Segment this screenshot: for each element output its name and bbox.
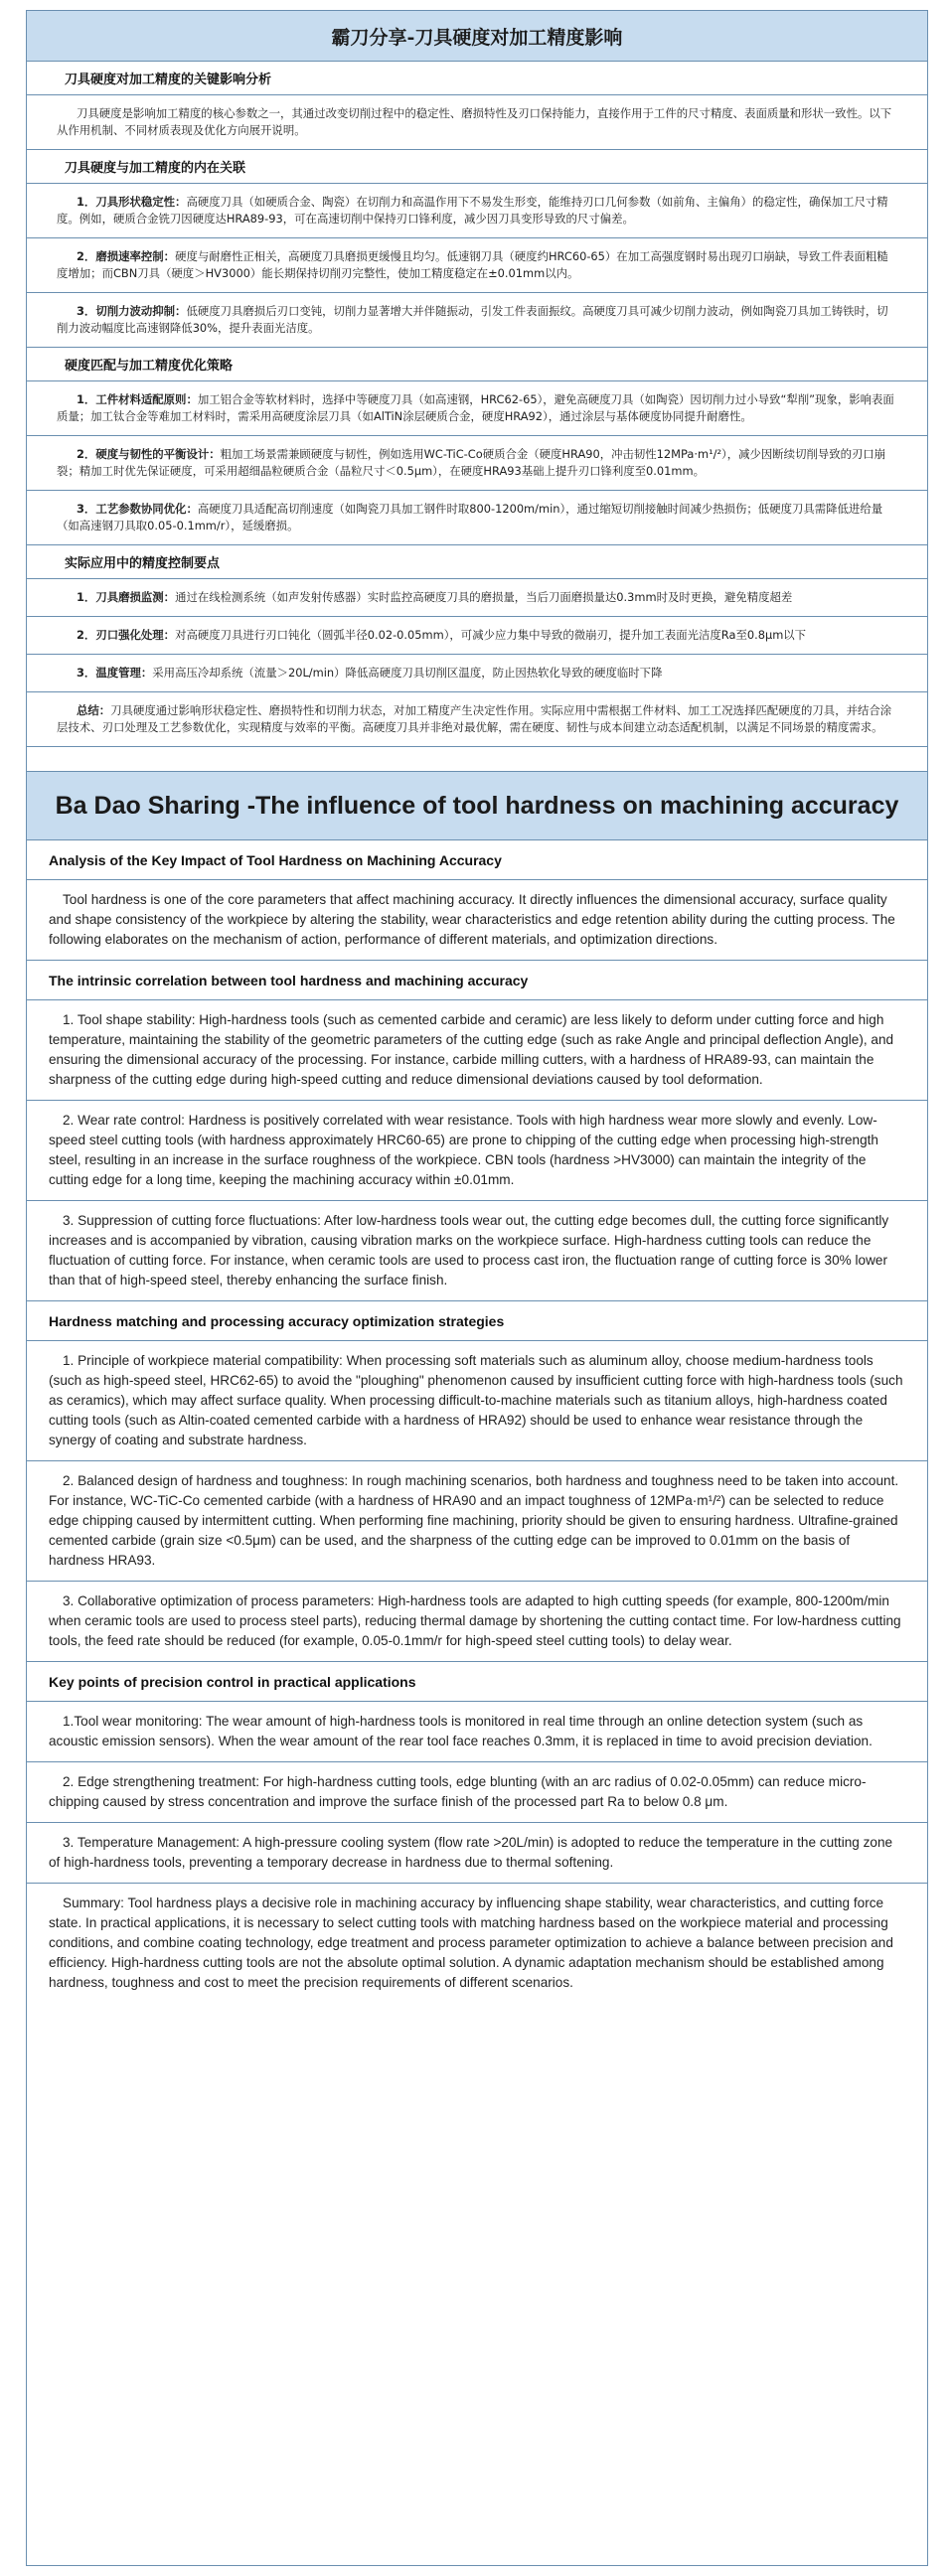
en-paragraph [27,1201,927,1301]
cn-para-lead: 1．刀具形状稳定性： [77,195,187,209]
en-paragraph [27,1823,927,1884]
cn-paragraph [27,491,927,545]
en-para-text: 2. Balanced design of hardness and toughness: In rough machining scenarios, both hardness and toughness need to be taken into account. For instance, WC-TiC-Co cemented carbide (with a hardness of HRA90 and an impact toughness of 12MPa·m¹/²) can be selected to reduce edge chipping caused by intermittent cutting. When performing fine machining, priority should be given to ensuring hardness. Ultrafine-grained cemented carbide (grain size <0.5μm) can be used, and the sharpness of the cutting edge can be improved to 0.01mm on the basis of hardness HRA93. [49,1473,899,1568]
en-para-text: 2. Edge strengthening treatment: For high-hardness cutting tools, edge blunting (with an arc radius of 0.02-0.05mm) can reduce micro-chipping caused by stress concentration and improve the surface finish of the processed part Ra to below 0.8 μm. [49,1774,867,1809]
en-paragraph [27,1341,927,1461]
cn-para-lead: 2．硬度与韧性的平衡设计： [77,447,221,461]
cn-para-text: 刀具硬度通过影响形状稳定性、磨损特性和切削力状态，对加工精度产生决定性作用。实际应用中需根据工件材料、加工工况选择匹配硬度的刀具，并结合涂层技术、刃口处理及工艺参数优化，实现精度与效率的平衡。高硬度刀具并非绝对最优解，需在硬度、韧性与成本间建立动态适配机制，以满足不同场景的精度需求。 [57,703,892,734]
en-paragraph [27,1582,927,1662]
cn-paragraph [27,238,927,293]
cn-paragraph [27,655,927,692]
cn-para-text: 通过在线检测系统（如声发射传感器）实时监控高硬度刀具的磨损量，当后刀面磨损量达0.3mm时及时更换，避免精度超差 [175,590,793,604]
cn-paragraph [27,692,927,747]
cn-section-heading: 刀具硬度与加工精度的内在关联 [27,150,927,184]
en-para-text: 3. Collaborative optimization of process parameters: High-hardness tools are adapted to high cutting speeds (for example, 800-1200m/min when ceramic tools are used to process steel parts), reducing thermal damage by shortening the cutting contact time. For low-hardness cutting tools, the feed rate should be reduced (for example, 0.05-0.1mm/r for high-speed steel cutting tools) to delay wear. [49,1593,901,1648]
en-section-heading: Key points of precision control in practical applications [27,1662,927,1702]
cn-paragraph [27,95,927,150]
cn-para-text: 高硬度刀具适配高切削速度（如陶瓷刀具加工钢件时取800-1200m/min），通过缩短切削接触时间减少热损伤；低硬度刀具需降低进给量（如高速钢刀具取0.05-0.1mm/r），延缓磨损。 [57,502,883,532]
cn-para-lead: 1．工件材料适配原则： [77,392,198,406]
cn-section-heading: 实际应用中的精度控制要点 [27,545,927,579]
cn-para-lead: 2．磨损速率控制： [77,249,176,263]
cn-para-lead: 2．刃口强化处理： [77,628,176,642]
cn-para-text: 对高硬度刀具进行刃口钝化（圆弧半径0.02-0.05mm），可减少应力集中导致的微崩刃，提升加工表面光洁度Ra至0.8μm以下 [175,628,807,642]
en-para-text: Tool hardness is one of the core parameters that affect machining accuracy. It directly influences the dimensional accuracy, surface quality and shape consistency of the workpiece by altering the stability, wear characteristics and edge retention ability during the cutting process. The following elaborates on the mechanism of action, performance of different materials, and optimization directions. [49,892,895,947]
cn-section-heading: 刀具硬度对加工精度的关键影响分析 [27,62,927,95]
en-para-text: 1. Principle of workpiece material compatibility: When processing soft materials such as aluminum alloy, choose medium-hardness tools (such as high-speed steel, HRC62-65) to avoid the "ploughing" phenomenon caused by insufficient cutting force with high-hardness tools (such as ceramics), which may affect surface quality. When processing difficult-to-machine materials such as titanium alloys, high-hardness coated cutting tools (such as Altin-coated cemented carbide with a hardness of HRA92) should be used to enhance wear resistance through the synergy of coating and substrate hardness. [49,1353,903,1447]
en-para-text: 1.Tool wear monitoring: The wear amount of high-hardness tools is monitored in real time through an online detection system (such as acoustic emission sensors). When the wear amount of the rear tool face reaches 0.3mm, it is replaced in time to avoid precision deviation. [49,1714,873,1748]
cn-title: 霸刀分享-刀具硬度对加工精度影响 [27,11,927,62]
en-paragraph [27,1762,927,1823]
cn-paragraph [27,381,927,436]
en-paragraph [27,1702,927,1762]
cn-paragraph [27,579,927,617]
en-section-heading: Hardness matching and processing accuracy optimization strategies [27,1301,927,1341]
cn-para-lead: 1．刀具磨损监测： [77,590,176,604]
en-para-text: 3. Suppression of cutting force fluctuations: After low-hardness tools wear out, the cutting edge becomes dull, the cutting force significantly increases and is accompanied by vibration, causing vibration marks on the workpiece surface. High-hardness cutting tools can reduce the fluctuation of cutting force. For instance, when ceramic tools are used to process cast iron, the fluctuation range of cutting force is 30% lower than that of high-speed steel, thereby enhancing the surface finish. [49,1213,889,1288]
cn-para-lead: 3．切削力波动抑制： [77,304,187,318]
cn-paragraph [27,184,927,238]
cn-para-text: 加工铝合金等软材料时，选择中等硬度刀具（如高速钢，HRC62-65），避免高硬度刀具（如陶瓷）因切削力过小导致“犁削”现象，影响表面质量；加工钛合金等难加工材料时，需采用高硬度涂层刀具（如AlTiN涂层硬质合金，硬度HRA92），通过涂层与基体硬度协同提升耐磨性。 [57,392,894,423]
cn-para-text: 低硬度刀具磨损后刃口变钝，切削力显著增大并伴随振动，引发工件表面振纹。高硬度刀具可减少切削力波动，例如陶瓷刀具加工铸铁时，切削力波动幅度比高速钢降低30%，提升表面光洁度。 [57,304,888,335]
en-section-heading: Analysis of the Key Impact of Tool Hardness on Machining Accuracy [27,840,927,880]
en-para-text: 1. Tool shape stability: High-hardness tools (such as cemented carbide and ceramic) are less likely to deform under cutting force and high temperature, maintaining the stability of the geometric parameters of the cutting edge (such as rake Angle and principal deflection Angle), and ensuring the dimensional accuracy of the processing. For instance, carbide milling cutters, with a hardness of HRA89-93, can maintain the sharpness of the cutting edge during high-speed cutting and reduce dimensional deviations caused by tool deformation. [49,1012,894,1087]
cn-para-text: 高硬度刀具（如硬质合金、陶瓷）在切削力和高温作用下不易发生形变，能维持刃口几何参数（如前角、主偏角）的稳定性，确保加工尺寸精度。例如，硬质合金铣刀因硬度达HRA89-93，可在高速切削中保持刃口锋利度，减少因刀具变形导致的尺寸偏差。 [57,195,888,226]
en-paragraph [27,1000,927,1101]
cn-para-text: 采用高压冷却系统（流量＞20L/min）降低高硬度刀具切削区温度，防止因热软化导致的硬度临时下降 [152,666,663,680]
en-paragraph [27,1461,927,1582]
en-paragraph [27,1101,927,1201]
en-para-text: 3. Temperature Management: A high-pressure cooling system (flow rate >20L/min) is adopted to reduce the temperature in the cutting zone of high-hardness tools, preventing a temporary decrease in hardness due to thermal softening. [49,1835,893,1870]
section-divider [27,747,927,771]
cn-section-heading: 硬度匹配与加工精度优化策略 [27,348,927,381]
en-title: Ba Dao Sharing -The influence of tool hardness on machining accuracy [27,771,927,840]
en-section-heading: The intrinsic correlation between tool hardness and machining accuracy [27,961,927,1000]
en-paragraph [27,880,927,961]
article-frame [26,10,928,2566]
cn-para-lead: 3．工艺参数协同优化： [77,502,198,516]
en-paragraph [27,1884,927,2003]
cn-paragraph [27,436,927,491]
cn-para-text: 粗加工场景需兼顾硬度与韧性，例如选用WC-TiC-Co硬质合金（硬度HRA90，冲击韧性12MPa·m¹/²），减少因断续切削导致的刃口崩裂；精加工时优先保证硬度，可采用超细晶粒硬质合金（晶粒尺寸＜0.5μm），在硬度HRA93基础上提升刃口锋利度至0.01mm。 [57,447,886,478]
cn-paragraph [27,617,927,655]
cn-paragraph [27,293,927,348]
cn-para-text: 刀具硬度是影响加工精度的核心参数之一，其通过改变切削过程中的稳定性、磨损特性及刃口保持能力，直接作用于工件的尺寸精度、表面质量和形状一致性。以下从作用机制、不同材质表现及优化方向展开说明。 [57,106,892,137]
cn-para-lead: 总结： [77,703,111,717]
cn-para-lead: 3．温度管理： [77,666,153,680]
cn-para-text: 硬度与耐磨性正相关，高硬度刀具磨损更缓慢且均匀。低速钢刀具（硬度约HRC60-65）在加工高强度钢时易出现刃口崩缺，导致工件表面粗糙度增加；而CBN刀具（硬度＞HV3000）能长期保持切削刃完整性，使加工精度稳定在±0.01mm以内。 [57,249,888,280]
en-para-text: 2. Wear rate control: Hardness is positively correlated with wear resistance. Tools with high hardness wear more slowly and evenly. Low-speed steel cutting tools (with hardness approximately HRC60-65) are prone to chipping of the cutting edge when processing high-strength steel, resulting in an increase in the surface roughness of the workpiece. CBN tools (hardness >HV3000) can maintain the integrity of the cutting edge for a long time, keeping the machining accuracy within ±0.01mm. [49,1113,878,1187]
en-para-text: Summary: Tool hardness plays a decisive role in machining accuracy by influencing shape stability, wear characteristics, and cutting force state. In practical applications, it is necessary to select cutting tools with matching hardness based on the workpiece material and processing conditions, and combine coating technology, edge treatment and process parameter optimization to achieve a balance between precision and efficiency. High-hardness cutting tools are not the absolute optimal solution. A dynamic adaptation mechanism should be established among hardness, toughness and cost to meet the precision requirements of different scenarios. [49,1895,893,1990]
